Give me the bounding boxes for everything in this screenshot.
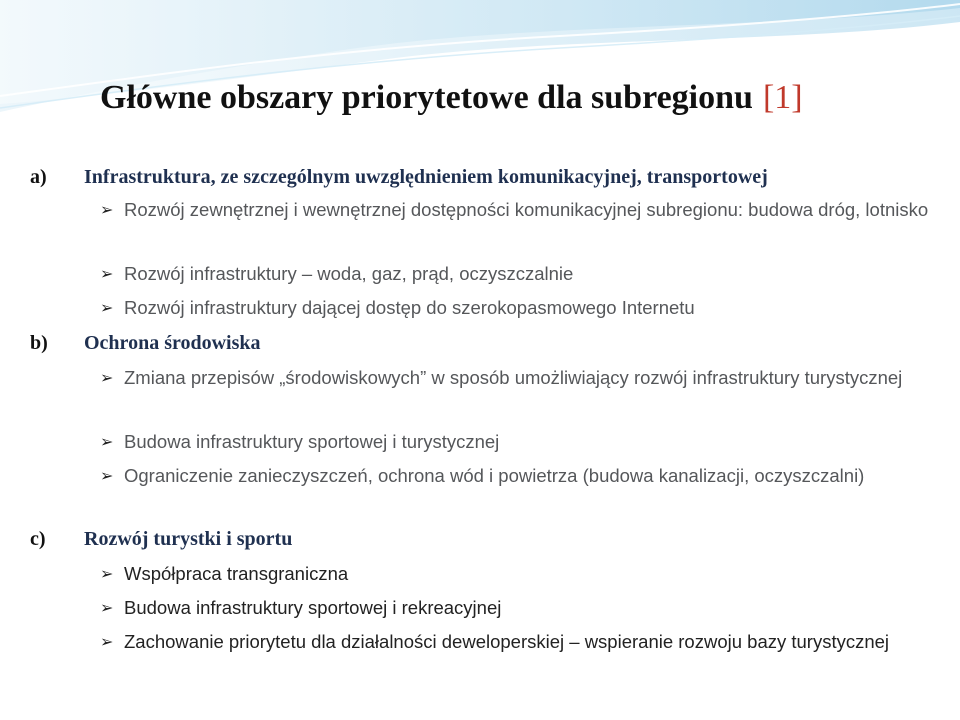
citation-reference: [1]	[762, 79, 803, 116]
list-item: ➢ Rozwój zewnętrznej i wewnętrznej dostępności komunikacyjnej subregionu: budowa dróg, lotnisko	[100, 194, 930, 226]
list-item: ➢ Rozwój infrastruktury dającej dostęp do szerokopasmowego Internetu	[100, 292, 930, 324]
arrowhead-bullet-icon: ➢	[100, 432, 114, 451]
section-a-heading	[30, 164, 768, 190]
slide-title-text: Główne obszary priorytetowe dla subregionu	[100, 79, 753, 116]
list-item: ➢ Budowa infrastruktury sportowej i turystycznej	[100, 426, 930, 458]
list-item: ➢ Ograniczenie zanieczyszczeń, ochrona wód i powietrza (budowa kanalizacji, oczyszczalni)	[100, 460, 930, 492]
list-item: ➢ Zachowanie priorytetu dla działalności deweloperskiej – wspieranie rozwoju bazy turystycznej	[100, 626, 930, 658]
list-item: ➢ Zmiana przepisów „środowiskowych” w sposób umożliwiający rozwój infrastruktury turystycznej	[100, 362, 930, 394]
arrowhead-bullet-icon: ➢	[100, 598, 114, 617]
section-c-heading	[30, 526, 292, 552]
list-item: ➢ Budowa infrastruktury sportowej i rekreacyjnej	[100, 592, 930, 624]
arrowhead-bullet-icon: ➢	[100, 368, 114, 387]
section-c-title: Rozwój turystki i sportu	[84, 528, 293, 550]
arrowhead-bullet-icon: ➢	[100, 564, 114, 583]
section-c-letter: c)	[30, 528, 46, 550]
arrowhead-bullet-icon: ➢	[100, 298, 114, 317]
list-item: ➢ Współpraca transgraniczna	[100, 558, 930, 590]
arrowhead-bullet-icon: ➢	[100, 200, 114, 219]
arrowhead-bullet-icon: ➢	[100, 264, 114, 283]
section-b-letter: b)	[30, 332, 48, 354]
arrowhead-bullet-icon: ➢	[100, 466, 114, 485]
list-item: ➢ Rozwój infrastruktury – woda, gaz, prąd, oczyszczalnie	[100, 258, 930, 290]
arrowhead-bullet-icon: ➢	[100, 632, 114, 651]
section-b-title: Ochrona środowiska	[84, 332, 261, 354]
section-b-heading	[30, 330, 261, 356]
section-a-letter: a)	[30, 166, 47, 188]
section-a-title: Infrastruktura, ze szczególnym uwzględnieniem komunikacyjnej, transportowej	[84, 166, 768, 188]
